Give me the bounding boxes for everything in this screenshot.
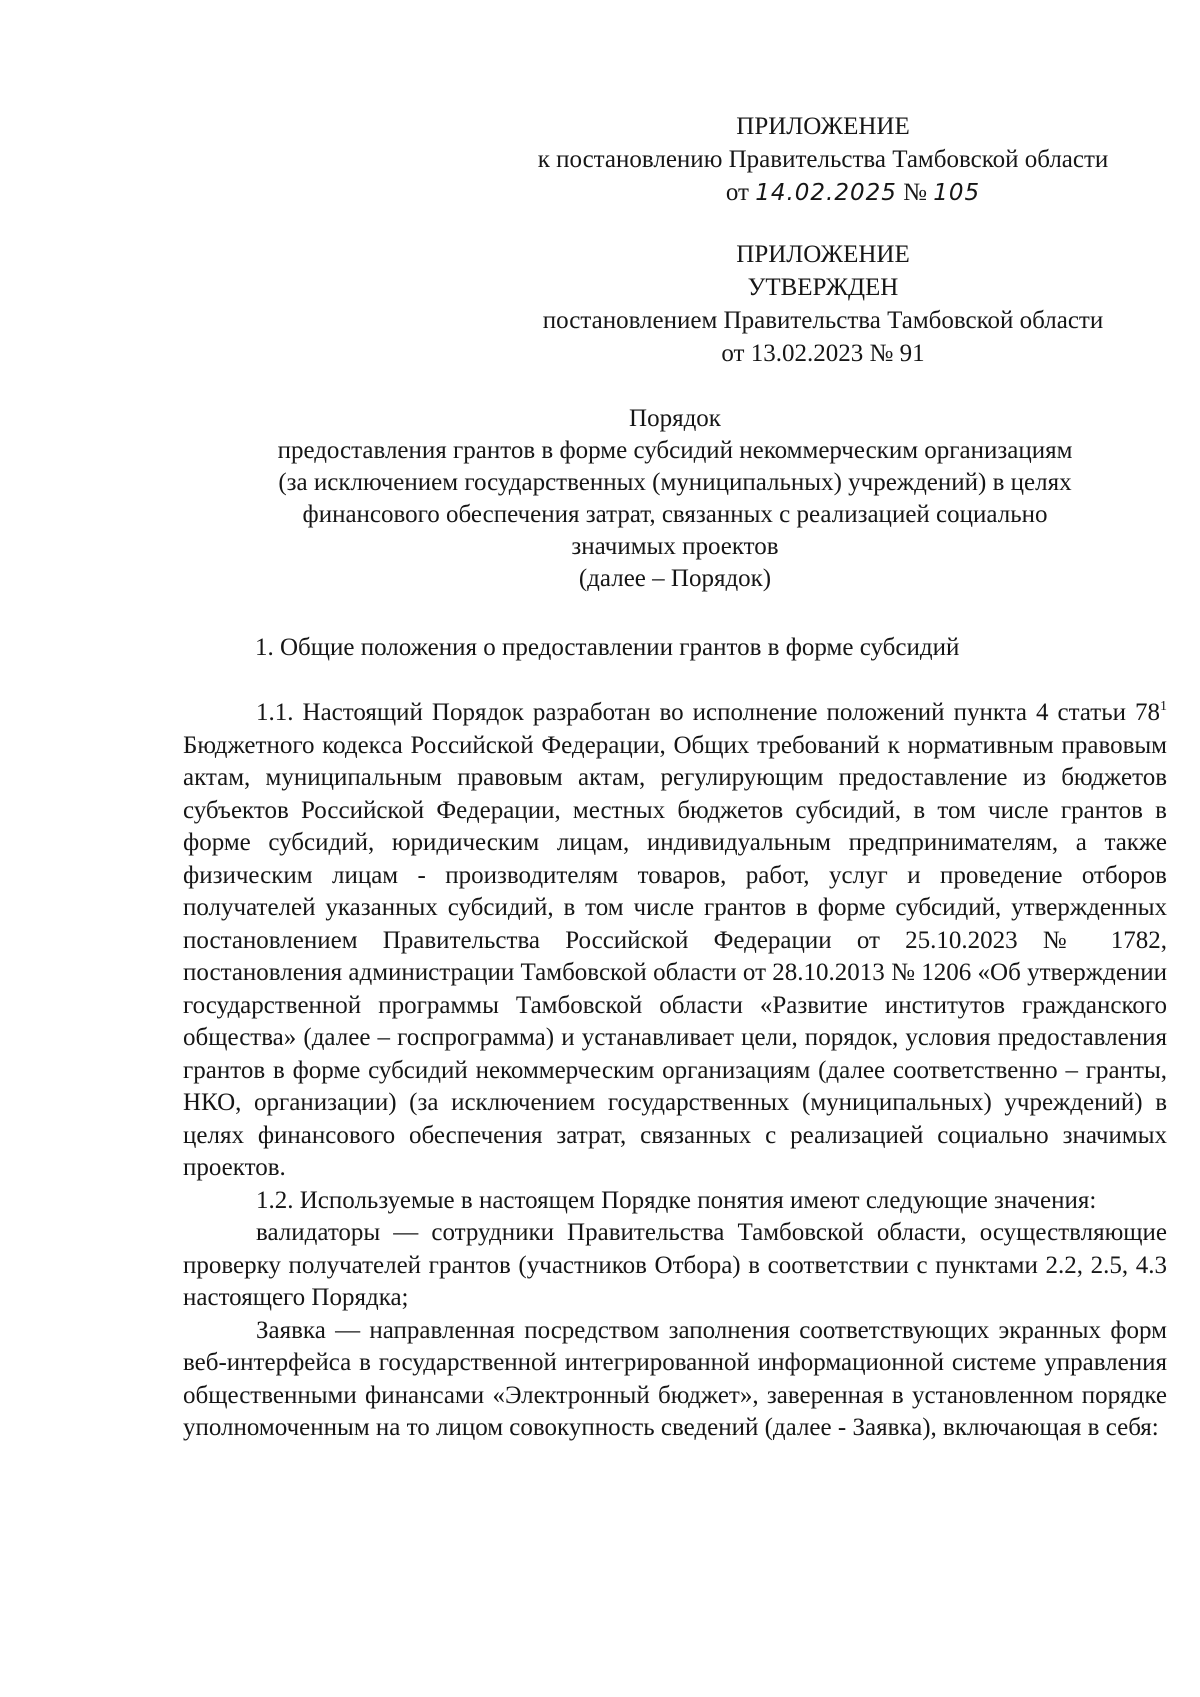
handwritten-date: 14.02.2025 bbox=[755, 180, 897, 206]
number-label: № bbox=[903, 179, 927, 206]
title-line: (за исключением государственных (муниципальных) учреждений) в целях bbox=[278, 469, 1072, 496]
section-heading: 1. Общие положения о предоставлении грантов в форме субсидий bbox=[255, 634, 960, 661]
handwritten-number: 105 bbox=[933, 180, 981, 206]
document-title bbox=[180, 403, 1170, 595]
title-line: (далее – Порядок) bbox=[578, 565, 772, 592]
paragraph-1-1 bbox=[183, 697, 1167, 1185]
paragraph-1-1-rest: Бюджетного кодекса Российской Федерации, Общих требований к нормативным правовым актам, муниципальным правовым актам, регулирующим предоставление из бюджетов субъектов Российской Федерации, местных бюджетов субсидий, в том числе грантов в форме субсидий, юридическим лицам, индивидуальным предпринимателям, а также физическим лицам - производителям товаров, работ, услуг и проведение отборов получателей указанных субсидий, в том числе грантов в форме субсидий, утвержденных постановлением Правительства Российской Федерации от 25.10.2023 № 1782, постановления администрации Тамбовской области от 28.10.2013 № 1206 «Об утверждении государственной программы Тамбовской области «Развитие институтов гражданского общества» (далее – госпрограмма) и устанавливает цели, порядок, условия предоставления грантов в форме субсидий некоммерческим организациям (далее соответственно – гранты, НКО, организации) (за исключением государственных (муниципальных) учреждений) в целях финансового обеспечения затрат, связанных с реализацией социально значимых проектов. bbox=[183, 731, 1167, 1181]
approved-date-line: от 13.02.2023 № 91 bbox=[721, 340, 925, 367]
title-word: Порядок bbox=[629, 405, 721, 432]
paragraph-validators: валидаторы — сотрудники Правительства Тамбовской области, осуществляющие проверку получателей грантов (участников Отбора) в соответствии с пунктами 2.2, 2.5, 4.3 настоящего Порядка; bbox=[183, 1219, 1167, 1311]
superscript: 1 bbox=[1160, 699, 1167, 714]
title-line: финансового обеспечения затрат, связанных с реализацией социально bbox=[302, 501, 1048, 528]
appendix-resolution-line: к постановлению Правительства Тамбовской области bbox=[537, 146, 1109, 173]
paragraph-1-2: 1.2. Используемые в настоящем Порядке понятия имеют следующие значения: bbox=[256, 1186, 1097, 1214]
approved-resolution-line: постановлением Правительства Тамбовской области bbox=[542, 307, 1104, 334]
appendix-title: ПРИЛОЖЕНИЕ bbox=[736, 113, 910, 140]
paragraph-1-1-start: 1.1. Настоящий Порядок разработан во исполнение положений пункта 4 статьи 78 bbox=[256, 699, 1160, 726]
approved-label: УТВЕРЖДЕН bbox=[747, 274, 899, 301]
appendix-header bbox=[488, 110, 1158, 210]
title-line: предоставления грантов в форме субсидий некоммерческим организациям bbox=[277, 437, 1073, 464]
appendix-date-line bbox=[488, 176, 1158, 210]
from-label: от bbox=[725, 179, 749, 206]
title-line: значимых проектов bbox=[571, 533, 779, 560]
document-body bbox=[183, 697, 1167, 1445]
approved-header bbox=[488, 238, 1158, 370]
approved-appendix-title: ПРИЛОЖЕНИЕ bbox=[736, 241, 910, 268]
paragraph-application: Заявка — направленная посредством заполнения соответствующих экранных форм веб-интерфейса в государственной интегрированной информационной системе управления общественными финансами «Электронный бюджет», заверенная в установленном порядке уполномоченным на то лицом совокупность сведений (далее - Заявка), включающая в себя: bbox=[183, 1316, 1167, 1441]
